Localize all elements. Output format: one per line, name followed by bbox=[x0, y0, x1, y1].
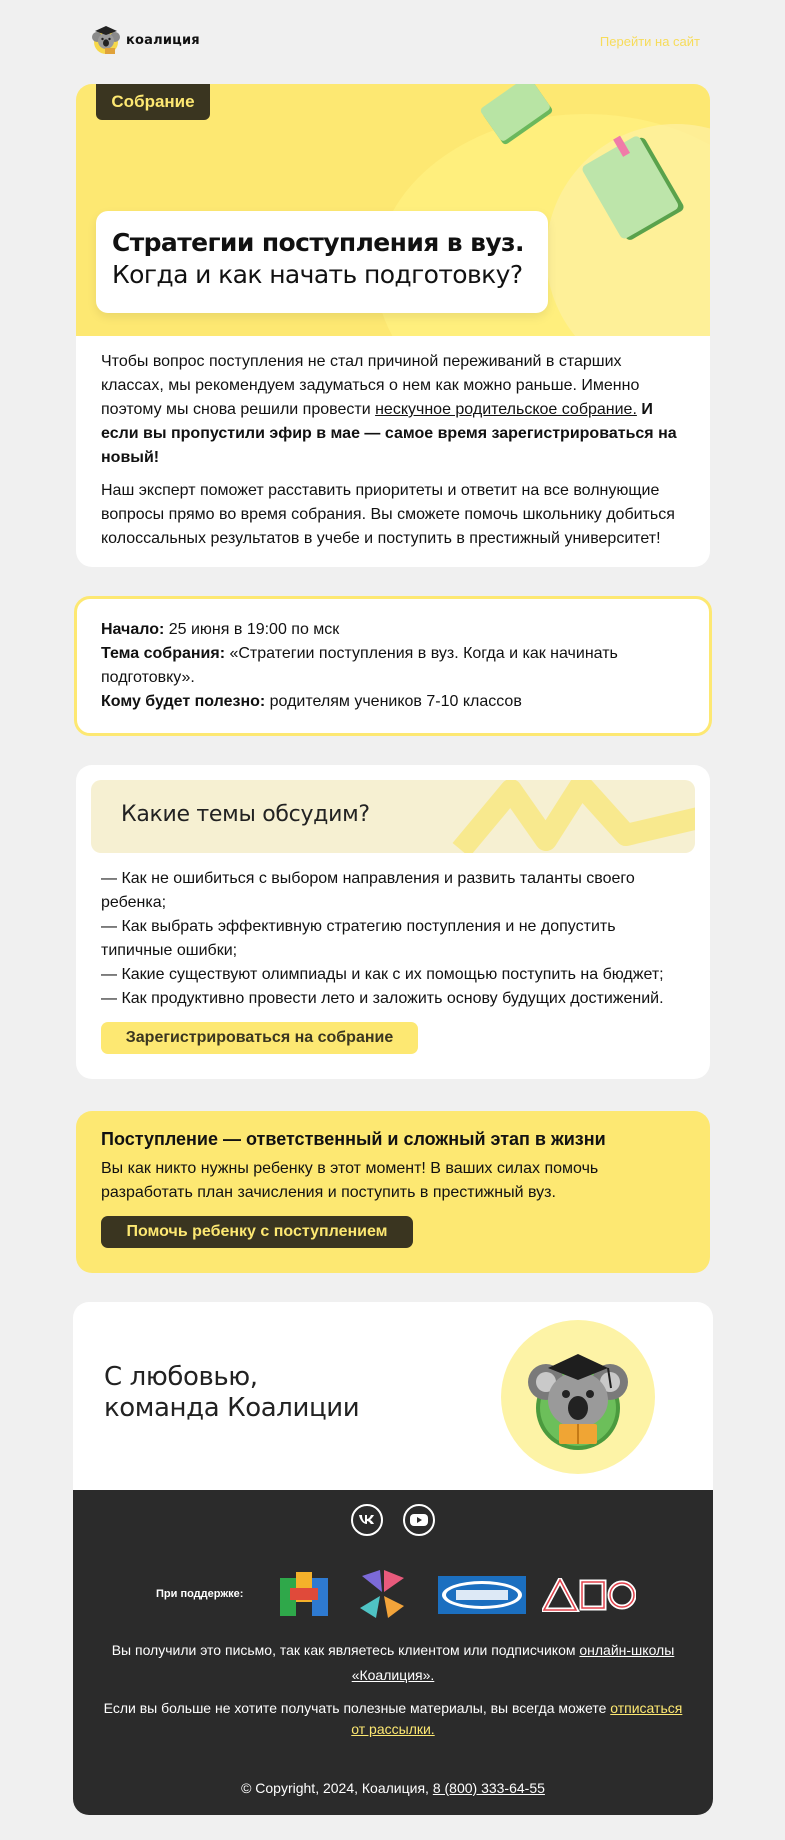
signoff-text: С любовью, команда Коалиции bbox=[104, 1362, 360, 1423]
event-type-badge: Собрание bbox=[96, 84, 210, 120]
hero-banner bbox=[76, 84, 710, 336]
start-line: Начало: 25 июня в 19:00 по мск bbox=[101, 621, 340, 638]
koala-mascot-icon bbox=[501, 1320, 655, 1474]
header bbox=[90, 22, 700, 62]
topic-line: Тема собрания: «Стратегии поступления в вуз. Когда и как начинать подготовку». bbox=[101, 645, 618, 686]
hero-title-card bbox=[96, 211, 548, 313]
audience-line: Кому будет полезно: родителям учеников 7-10 классов bbox=[101, 693, 522, 710]
admission-text: Вы как никто нужны ребенку в этот момент! В ваших силах помочь разработать план зачисления и поступить в престижный вуз. bbox=[101, 1160, 599, 1201]
youtube-icon[interactable] bbox=[403, 1504, 435, 1536]
school-link[interactable]: онлайн-школы «Коалиция». bbox=[351, 1642, 675, 1683]
phone-link[interactable]: 8 (800) 333-64-55 bbox=[432, 1780, 545, 1796]
vk-icon[interactable] bbox=[351, 1504, 383, 1536]
intro-paragraph-1: Чтобы вопрос поступления не стал причиной переживаний в старших классах, мы рекомендуем задуматься о нем как можно раньше. Именно поэтому мы снова решили провести нескучное родительское собрание. И если вы пропустили эфир в мае — самое время зарегистрироваться на новый! bbox=[101, 353, 677, 466]
sponsor-logo-3 bbox=[438, 1576, 526, 1614]
admission-heading: Поступление — ответственный и сложный этап в жизни bbox=[101, 1129, 606, 1149]
intro-section bbox=[76, 336, 710, 567]
list-item: — Какие существуют олимпиады и как с их помощью поступить на бюджет; bbox=[101, 966, 664, 983]
sponsor-logo-4 bbox=[542, 1578, 636, 1612]
topics-banner bbox=[91, 780, 695, 853]
hero-subtitle: Когда и как начать подготовку? bbox=[112, 260, 523, 289]
intro-paragraph-2: Наш эксперт поможет расставить приоритеты и ответит на все волнующие вопросы прямо во время собрания. Вы сможете помочь школьнику добиться колоссальных результатов в учебе и поступить в престижный университет! bbox=[101, 482, 675, 547]
help-child-button[interactable]: Помочь ребенку с поступлением bbox=[101, 1216, 413, 1248]
footer bbox=[73, 1490, 713, 1815]
topics-list bbox=[101, 867, 691, 1011]
sponsors-row bbox=[156, 1564, 656, 1626]
signoff-section bbox=[73, 1302, 713, 1490]
sponsor-logo-1 bbox=[276, 1568, 332, 1620]
unsubscribe-link[interactable]: отписаться от рассылки. bbox=[351, 1700, 683, 1737]
list-item: — Как выбрать эффективную стратегию поступления и не допустить типичные ошибки; bbox=[101, 918, 616, 959]
topics-heading: Какие темы обсудим? bbox=[121, 802, 370, 827]
book-icon bbox=[470, 84, 570, 154]
sponsor-logo-2 bbox=[354, 1566, 410, 1622]
unsubscribe-notice: Если вы больше не хотите получать полезные материалы, вы всегда можете отписаться от рассылки. bbox=[103, 1700, 683, 1737]
sponsors-label: При поддержке: bbox=[156, 1588, 244, 1600]
social-links bbox=[73, 1504, 713, 1536]
topics-section bbox=[76, 765, 710, 1079]
koala-logo-icon bbox=[90, 24, 122, 56]
meeting-link[interactable]: нескучное родительское собрание. bbox=[375, 401, 637, 418]
admission-section bbox=[76, 1111, 710, 1273]
brand-name: коалиция bbox=[126, 32, 200, 48]
hero-title: Стратегии поступления в вуз. bbox=[112, 228, 524, 257]
book-icon bbox=[582, 122, 692, 252]
register-button[interactable]: Зарегистрироваться на собрание bbox=[101, 1022, 418, 1054]
brand-logo[interactable] bbox=[90, 24, 200, 56]
zigzag-decoration bbox=[451, 780, 695, 853]
event-info-box bbox=[74, 596, 712, 736]
subscription-notice: Вы получили это письмо, так как являетесь клиентом или подписчиком онлайн-школы «Коалиция». bbox=[111, 1642, 675, 1683]
list-item: — Как не ошибиться с выбором направления и развить таланты своего ребенка; bbox=[101, 870, 635, 911]
copyright: © Copyright, 2024, Коалиция, 8 (800) 333-64-55 bbox=[241, 1780, 545, 1796]
goto-site-link[interactable]: Перейти на сайт bbox=[599, 34, 700, 49]
list-item: — Как продуктивно провести лето и заложить основу будущих достижений. bbox=[101, 990, 664, 1007]
